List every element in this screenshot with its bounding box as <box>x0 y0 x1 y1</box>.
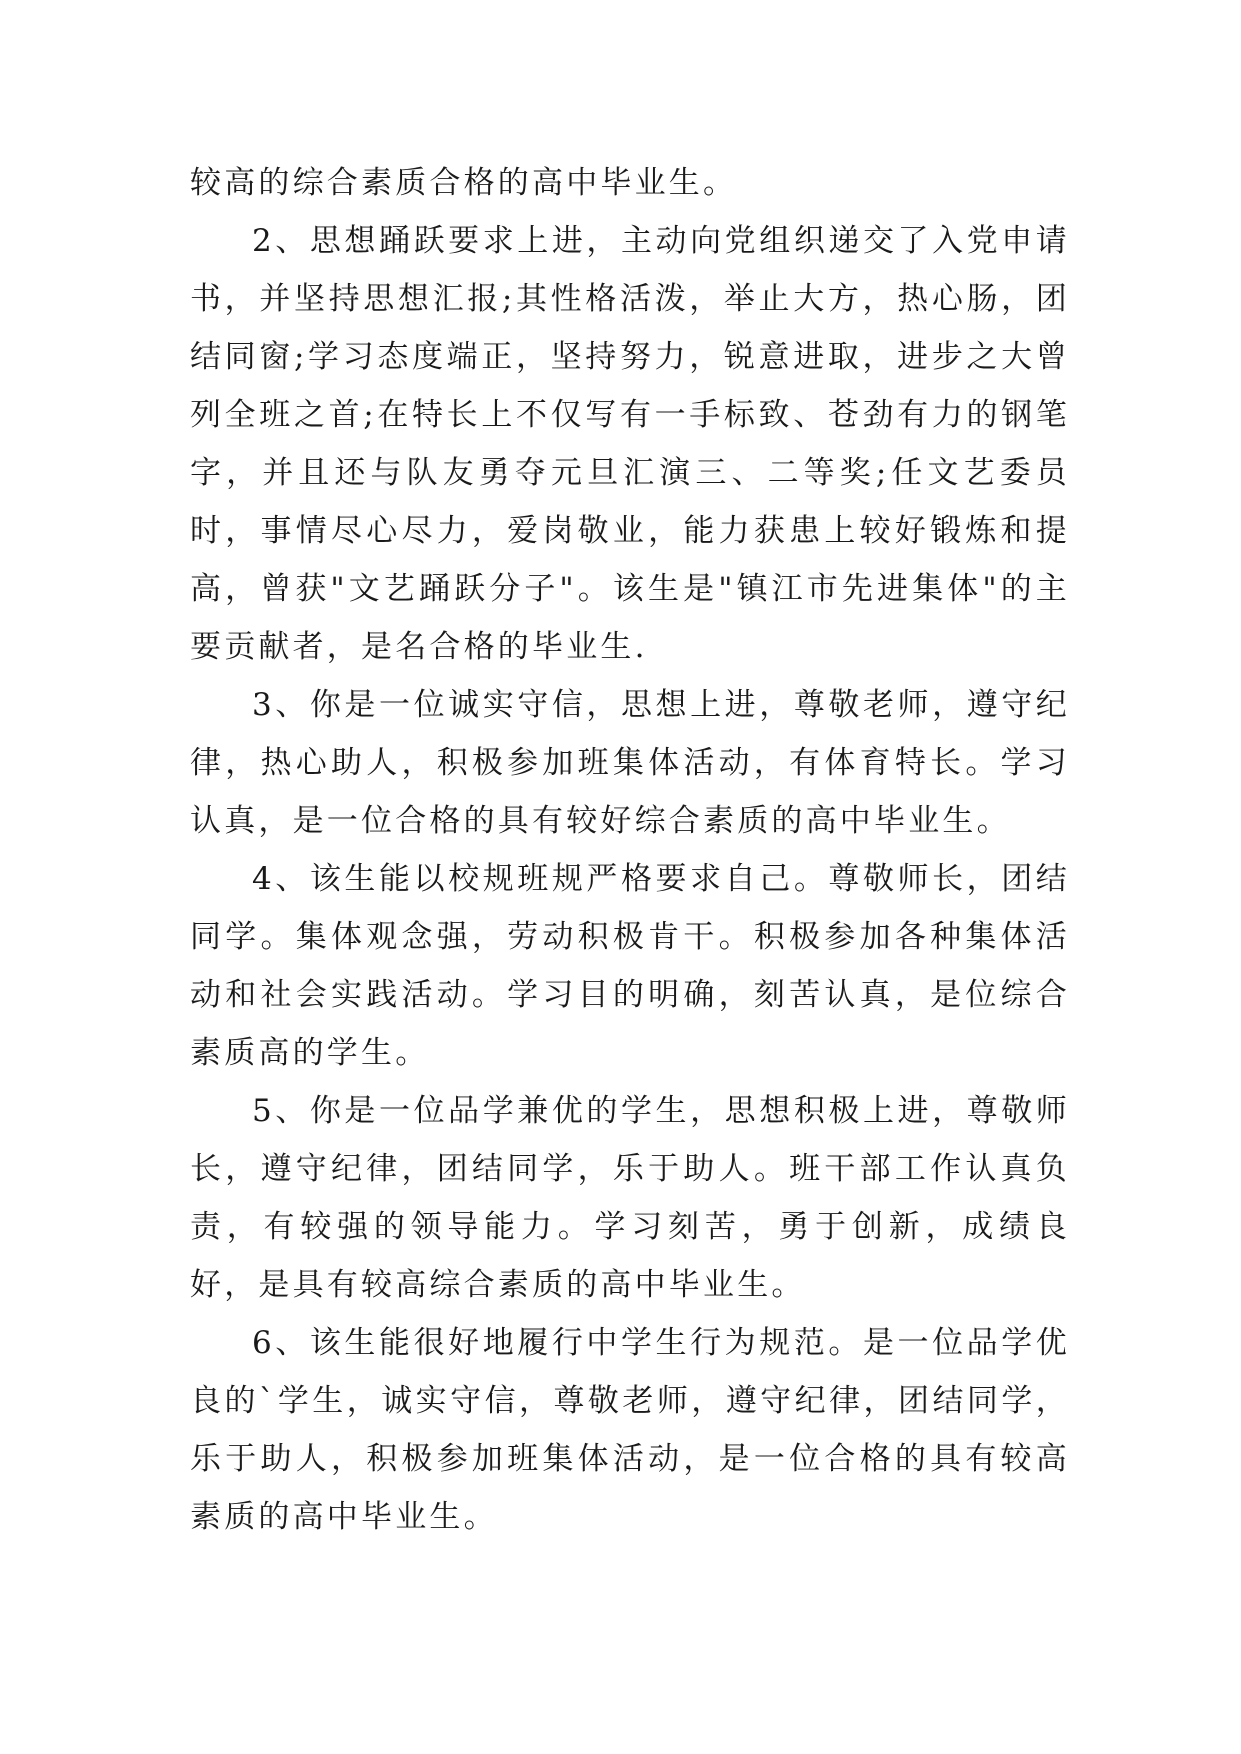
paragraph-item-2: 2、思想踊跃要求上进，主动向党组织递交了入党申请书，并坚持思想汇报;其性格活泼，举止大方，热心肠，团结同窗;学习态度端正，坚持努力，锐意进取，进步之大曾列全班之首;在特长上不仅写有一手标致、苍劲有力的钢笔字，并且还与队友勇夺元旦汇演三、二等奖;任文艺委员时，事情尽心尽力，爱岗敬业，能力获患上较好锻炼和提高，曾获"文艺踊跃分子"。该生是"镇江市先进集体"的主要贡献者，是名合格的毕业生. <box>190 223 1070 665</box>
paragraph-item-5: 5、你是一位品学兼优的学生，思想积极上进，尊敬师长，遵守纪律，团结同学，乐于助人。班干部工作认真负责，有较强的领导能力。学习刻苦，勇于创新，成绩良好，是具有较高综合素质的高中毕业生。 <box>190 1093 1070 1303</box>
paragraph-item-3: 3、你是一位诚实守信，思想上进，尊敬老师，遵守纪律，热心助人，积极参加班集体活动，有体育特长。学习认真，是一位合格的具有较好综合素质的高中毕业生。 <box>190 687 1070 839</box>
paragraph-item-4: 4、该生能以校规班规严格要求自己。尊敬师长，团结同学。集体观念强，劳动积极肯干。积极参加各种集体活动和社会实践活动。学习目的明确，刻苦认真，是位综合素质高的学生。 <box>190 861 1070 1071</box>
paragraph-item-6: 6、该生能很好地履行中学生行为规范。是一位品学优良的`学生，诚实守信，尊敬老师，遵守纪律，团结同学，乐于助人，积极参加班集体活动，是一位合格的具有较高素质的高中毕业生。 <box>190 1325 1070 1535</box>
document-body <box>190 154 1070 1546</box>
paragraph-continuation: 较高的综合素质合格的高中毕业生。 <box>190 165 738 201</box>
